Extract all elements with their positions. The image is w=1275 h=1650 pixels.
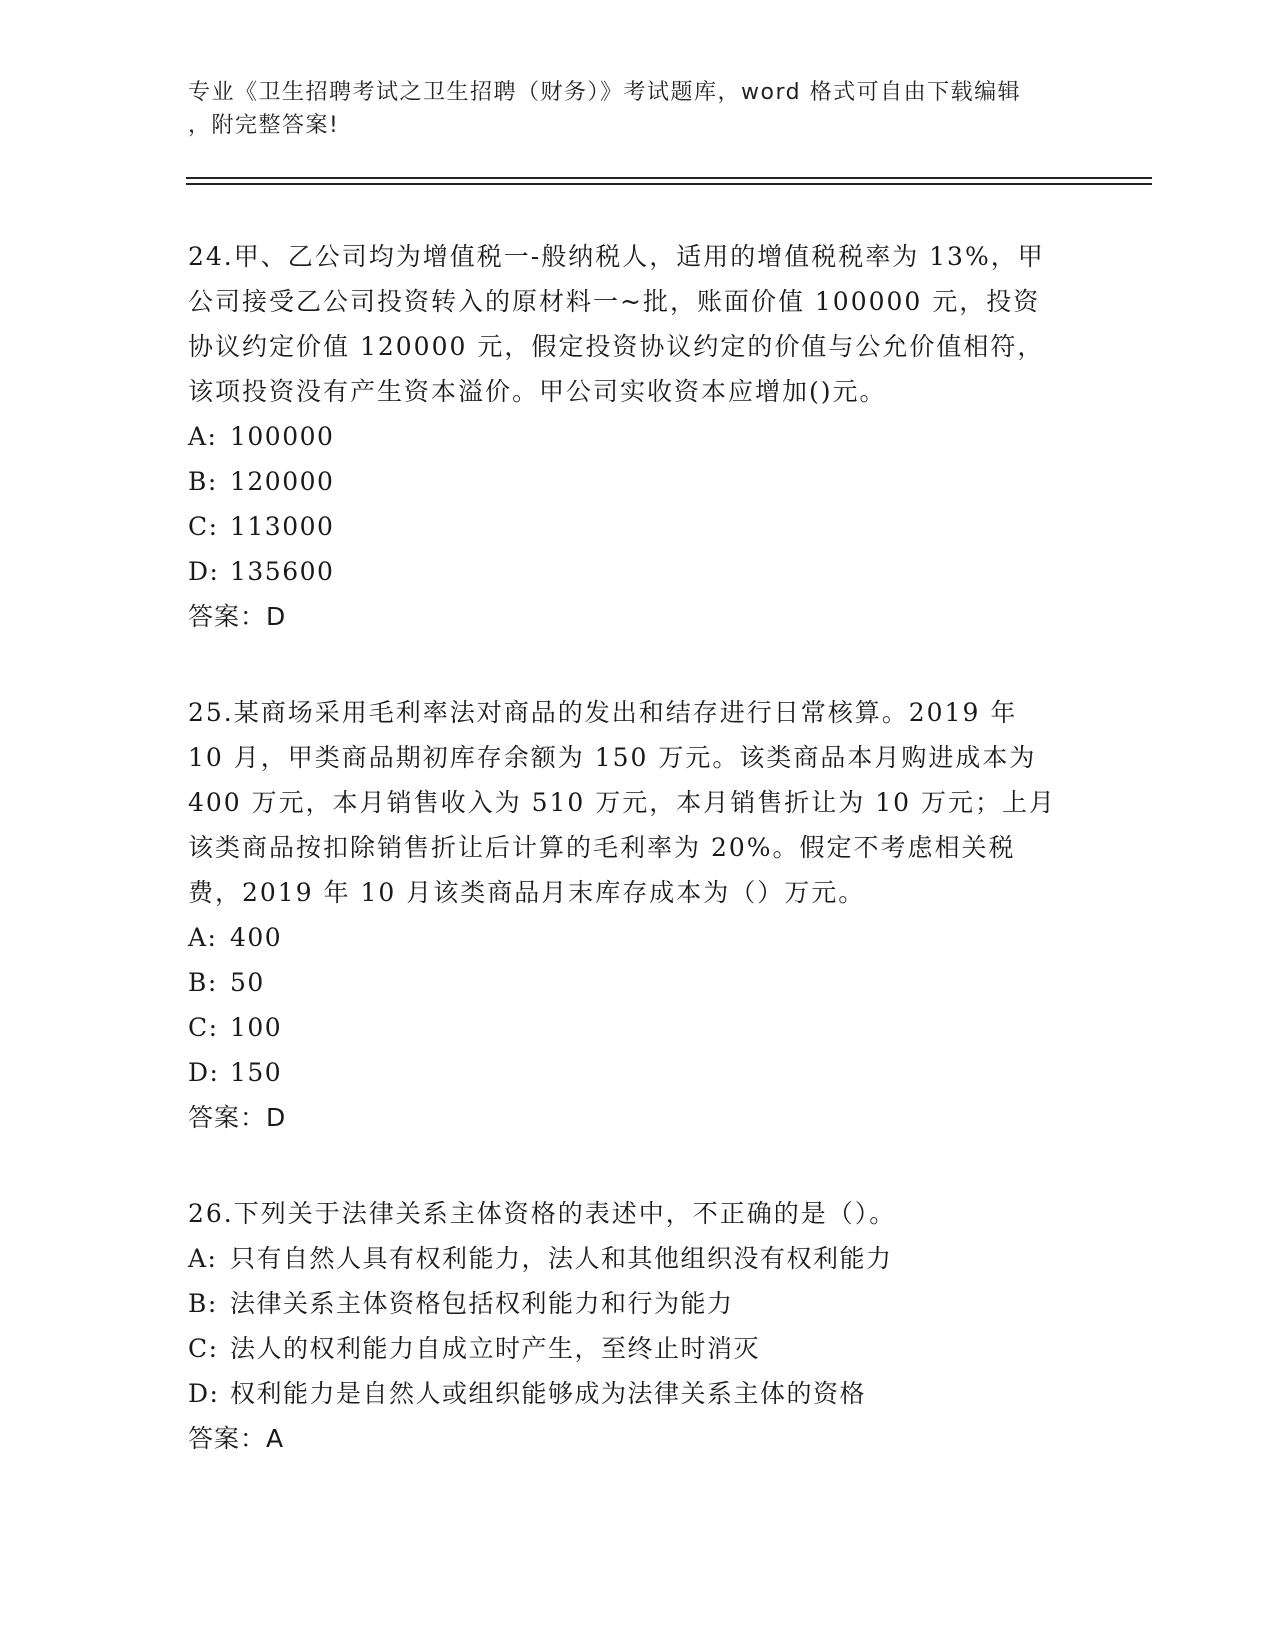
option-text: 权利能力是自然人或组织能够成为法律关系主体的资格 <box>230 1379 867 1408</box>
option-key: D: <box>188 557 220 586</box>
option-a <box>188 414 1088 459</box>
option-text: 400 <box>230 923 283 952</box>
option-key: A: <box>188 923 218 952</box>
option-b <box>188 960 1088 1005</box>
option-c <box>188 1326 1088 1371</box>
option-b <box>188 459 1088 504</box>
option-text: 135600 <box>230 557 335 586</box>
option-key: B: <box>188 467 218 496</box>
option-key: C: <box>188 1013 219 1042</box>
question-25 <box>188 690 1088 1140</box>
option-c <box>188 1005 1088 1050</box>
answer-line: 答案：D <box>188 1103 287 1132</box>
question-stem-line: 26.下列关于法律关系主体资格的表述中，不正确的是（）。 <box>188 1199 897 1228</box>
option-d <box>188 1050 1088 1095</box>
option-b <box>188 1281 1088 1326</box>
answer-line: 答案：D <box>188 602 287 631</box>
option-a <box>188 1236 1088 1281</box>
option-text: 法律关系主体资格包括权利能力和行为能力 <box>230 1289 734 1318</box>
option-key: D: <box>188 1379 220 1408</box>
document-header <box>188 76 1068 142</box>
option-d <box>188 1371 1088 1416</box>
option-text: 法人的权利能力自成立时产生，至终止时消灭 <box>230 1334 761 1363</box>
header-line-2: ，附完整答案! <box>188 113 340 138</box>
option-text: 只有自然人具有权利能力，法人和其他组织没有权利能力 <box>230 1244 893 1273</box>
option-key: A: <box>188 422 218 451</box>
option-key: D: <box>188 1058 220 1087</box>
question-stem-line: 公司接受乙公司投资转入的原材料一~批，账面价值 100000 元，投资 <box>188 287 1041 316</box>
option-text: 120000 <box>230 467 335 496</box>
option-text: 113000 <box>230 512 335 541</box>
question-stem-line: 该类商品按扣除销售折让后计算的毛利率为 20%。假定不考虑相关税 <box>188 833 1016 862</box>
question-stem-line: 10 月，甲类商品期初库存余额为 150 万元。该类商品本月购进成本为 <box>188 743 1037 772</box>
header-divider-top <box>186 177 1152 179</box>
option-text: 50 <box>230 968 265 997</box>
question-stem-line: 25.某商场采用毛利率法对商品的发出和结存进行日常核算。2019 年 <box>188 698 1018 727</box>
question-stem-line: 400 万元，本月销售收入为 510 万元，本月销售折让为 10 万元；上月 <box>188 788 1056 817</box>
question-26 <box>188 1191 1088 1461</box>
question-stem-line: 该项投资没有产生资本溢价。甲公司实收资本应增加()元。 <box>188 377 887 406</box>
question-stem-line: 24.甲、乙公司均为增值税一-般纳税人，适用的增值税税率为 13%，甲 <box>188 242 1045 271</box>
option-key: A: <box>188 1244 218 1273</box>
option-key: B: <box>188 1289 218 1318</box>
answer-line: 答案：A <box>188 1424 285 1453</box>
option-key: C: <box>188 512 219 541</box>
header-divider-bottom <box>186 183 1152 185</box>
option-key: C: <box>188 1334 219 1363</box>
question-stem-line: 费，2019 年 10 月该类商品月末库存成本为（）万元。 <box>188 878 866 907</box>
option-a <box>188 915 1088 960</box>
question-24 <box>188 234 1088 639</box>
option-d <box>188 549 1088 594</box>
option-c <box>188 504 1088 549</box>
header-line-1: 专业《卫生招聘考试之卫生招聘（财务）》考试题库，word 格式可自由下载编辑 <box>188 80 1022 105</box>
option-text: 150 <box>230 1058 283 1087</box>
option-key: B: <box>188 968 218 997</box>
option-text: 100000 <box>230 422 335 451</box>
option-text: 100 <box>230 1013 283 1042</box>
question-stem-line: 协议约定价值 120000 元，假定投资协议约定的价值与公允价值相符， <box>188 332 1045 361</box>
